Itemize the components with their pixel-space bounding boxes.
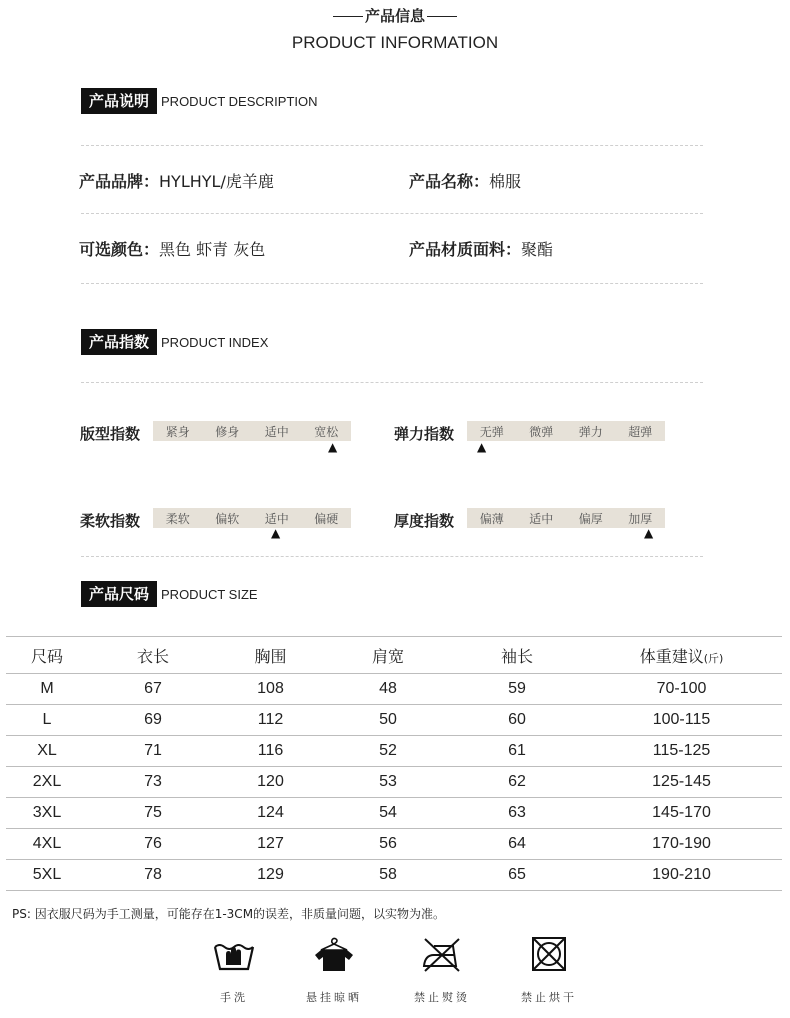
index-marker-icon: ▲ <box>328 440 338 454</box>
index-option: 修身 <box>215 424 240 439</box>
cell: 5XL <box>6 860 88 891</box>
header-chest: 胸围 <box>218 637 323 674</box>
page-title-cn <box>0 5 790 26</box>
divider <box>81 283 703 284</box>
cell: 76 <box>88 829 218 860</box>
cell: 62 <box>453 767 581 798</box>
section-label-cn: 产品指数 <box>81 329 157 355</box>
index-option-selected: 无弹 <box>479 424 504 439</box>
table-row <box>6 736 782 767</box>
index-option: 偏软 <box>215 511 240 526</box>
care-hand-wash <box>194 935 274 1005</box>
cell: 124 <box>218 798 323 829</box>
desc-material <box>409 237 553 260</box>
index-option-selected: 适中 <box>264 511 289 526</box>
table-row <box>6 705 782 736</box>
cell: 112 <box>218 705 323 736</box>
cell: 61 <box>453 736 581 767</box>
cell: 56 <box>323 829 453 860</box>
desc-material-key: 产品材质面料： <box>409 240 522 259</box>
index-option: 偏薄 <box>479 511 504 526</box>
header-shoulder: 肩宽 <box>323 637 453 674</box>
cell: 116 <box>218 736 323 767</box>
care-label: 禁止烘干 <box>521 991 577 1004</box>
cell: 69 <box>88 705 218 736</box>
header-size: 尺码 <box>6 637 88 674</box>
index-marker-icon: ▲ <box>477 440 487 454</box>
index-marker-icon: ▲ <box>271 526 281 540</box>
desc-colors <box>79 237 265 260</box>
cell: 3XL <box>6 798 88 829</box>
index-marker-icon: ▲ <box>644 526 654 540</box>
cell: L <box>6 705 88 736</box>
cell: 67 <box>88 674 218 705</box>
measurement-note: PS: 因衣服尺码为手工测量，可能存在1-3CM的误差，非质量问题，以实物为准。 <box>12 907 446 921</box>
title-line-left <box>333 16 363 17</box>
index-soft-bar <box>153 508 351 528</box>
cell: 60 <box>453 705 581 736</box>
section-label-cn: 产品尺码 <box>81 581 157 607</box>
cell: XL <box>6 736 88 767</box>
care-no-tumble-dry <box>509 935 589 1005</box>
cell: 64 <box>453 829 581 860</box>
index-thick-bar <box>467 508 665 528</box>
hang-dry-icon <box>312 935 356 975</box>
desc-brand-key: 产品品牌： <box>79 172 160 191</box>
desc-product-name-key: 产品名称： <box>409 172 490 191</box>
index-elastic-bar <box>467 421 665 441</box>
header-sleeve: 袖长 <box>453 637 581 674</box>
index-option: 弹力 <box>578 424 603 439</box>
cell: 115-125 <box>581 736 782 767</box>
header-weight <box>581 637 782 674</box>
table-row <box>6 829 782 860</box>
index-option-selected: 宽松 <box>314 424 339 439</box>
care-label: 手洗 <box>220 991 248 1004</box>
cell: 125-145 <box>581 767 782 798</box>
section-index-header <box>81 329 268 355</box>
title-line-right <box>427 16 457 17</box>
cell: 73 <box>88 767 218 798</box>
table-row <box>6 767 782 798</box>
divider <box>81 382 703 383</box>
index-fit-label: 版型指数 <box>80 425 141 443</box>
index-soft-label: 柔软指数 <box>80 512 141 530</box>
section-label-en: PRODUCT DESCRIPTION <box>161 93 318 109</box>
header-weight-unit: (斤) <box>703 651 724 665</box>
header-weight-text: 体重建议 <box>639 646 704 666</box>
cell: 65 <box>453 860 581 891</box>
care-label: 禁止熨烫 <box>414 991 470 1004</box>
section-description-header <box>81 88 318 114</box>
cell: 145-170 <box>581 798 782 829</box>
cell: M <box>6 674 88 705</box>
index-option-selected: 加厚 <box>628 511 653 526</box>
cell: 127 <box>218 829 323 860</box>
cell: 54 <box>323 798 453 829</box>
cell: 120 <box>218 767 323 798</box>
header-length: 衣长 <box>88 637 218 674</box>
section-label-en: PRODUCT INDEX <box>161 334 269 350</box>
care-hang-dry <box>294 935 374 1005</box>
cell: 100-115 <box>581 705 782 736</box>
index-option: 微弹 <box>529 424 554 439</box>
cell: 48 <box>323 674 453 705</box>
no-iron-icon <box>420 935 464 975</box>
desc-colors-key: 可选颜色： <box>79 240 160 259</box>
desc-product-name-value: 棉服 <box>489 172 522 191</box>
desc-product-name <box>409 169 521 192</box>
desc-colors-value: 黑色 虾青 灰色 <box>159 240 266 259</box>
cell: 75 <box>88 798 218 829</box>
page-title-en: PRODUCT INFORMATION <box>291 33 499 52</box>
index-option: 适中 <box>264 424 289 439</box>
index-option: 柔软 <box>165 511 190 526</box>
index-option: 偏厚 <box>578 511 603 526</box>
cell: 78 <box>88 860 218 891</box>
size-table-header-row <box>6 637 782 674</box>
cell: 170-190 <box>581 829 782 860</box>
desc-material-value: 聚酯 <box>521 240 554 259</box>
cell: 53 <box>323 767 453 798</box>
cell: 52 <box>323 736 453 767</box>
cell: 4XL <box>6 829 88 860</box>
index-option: 偏硬 <box>314 511 339 526</box>
section-label-en: PRODUCT SIZE <box>161 586 258 602</box>
table-row <box>6 860 782 891</box>
desc-brand <box>79 169 274 192</box>
cell: 129 <box>218 860 323 891</box>
cell: 71 <box>88 736 218 767</box>
cell: 190-210 <box>581 860 782 891</box>
cell: 59 <box>453 674 581 705</box>
divider <box>81 145 703 146</box>
cell: 108 <box>218 674 323 705</box>
index-option: 紧身 <box>165 424 190 439</box>
care-no-iron <box>402 935 482 1005</box>
title-cn-text: 产品信息 <box>364 7 425 25</box>
size-table <box>6 636 782 891</box>
divider <box>81 213 703 214</box>
index-thick-label: 厚度指数 <box>394 512 455 530</box>
cell: 58 <box>323 860 453 891</box>
table-row <box>6 798 782 829</box>
table-row <box>6 674 782 705</box>
no-tumble-dry-icon <box>527 935 571 975</box>
index-fit-bar <box>153 421 351 441</box>
index-option: 适中 <box>529 511 554 526</box>
cell: 2XL <box>6 767 88 798</box>
desc-brand-value: HYLHYL/虎羊鹿 <box>159 172 274 191</box>
section-label-cn: 产品说明 <box>81 88 157 114</box>
cell: 63 <box>453 798 581 829</box>
cell: 70-100 <box>581 674 782 705</box>
index-option: 超弹 <box>628 424 653 439</box>
index-elastic-label: 弹力指数 <box>394 425 455 443</box>
section-size-header <box>81 581 258 607</box>
hand-wash-icon <box>212 935 256 975</box>
care-label: 悬挂晾晒 <box>306 991 362 1004</box>
cell: 50 <box>323 705 453 736</box>
divider <box>81 556 703 557</box>
